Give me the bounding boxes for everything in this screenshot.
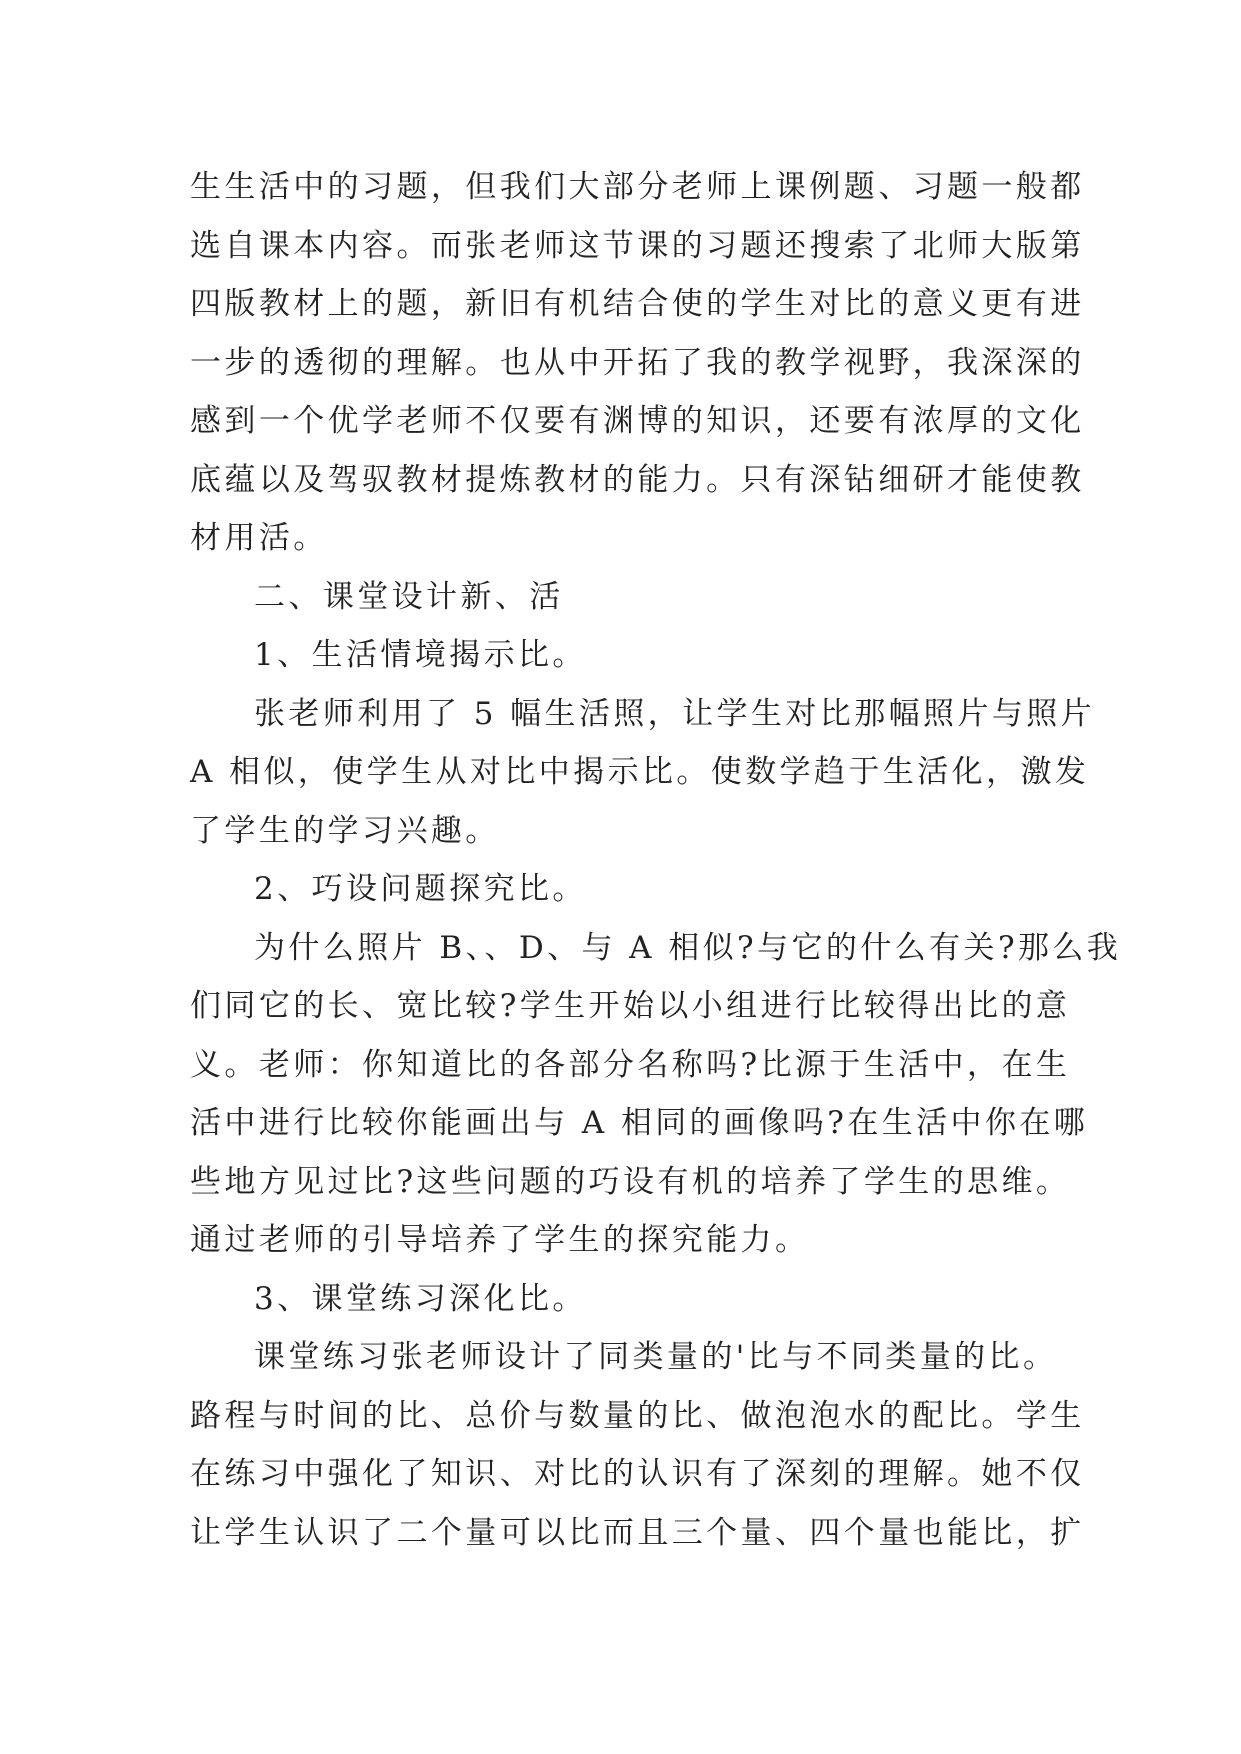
- text-line: 些地方见过比?这些问题的巧设有机的培养了学生的思维。: [190, 1163, 1071, 1200]
- text-line: 通过老师的引导培养了学生的探究能力。: [190, 1222, 810, 1258]
- paragraph-start-line: 为什么照片 B、、D、与 A 相似?与它的什么有关?那么我: [254, 929, 1122, 966]
- text-line: 生生活中的习题，但我们大部分老师上课例题、习题一般都: [190, 169, 1085, 205]
- paragraph-start-line: 张老师利用了 5 幅生活照，让学生对比那幅照片与照片: [254, 695, 1096, 732]
- subsection-heading: 2、巧设问题探究比。: [254, 871, 587, 907]
- document-body: [190, 158, 1122, 1562]
- text-line: 四版教材上的题，新旧有机结合使的学生对比的意义更有进: [190, 286, 1085, 322]
- paragraph-start-line: 课堂练习张老师设计了同类量的'比与不同类量的比。: [254, 1339, 1058, 1375]
- text-line: 在练习中强化了知识、对比的认识有了深刻的理解。她不仅: [190, 1456, 1085, 1492]
- text-line: 选自课本内容。而张老师这节课的习题还搜索了北师大版第: [190, 227, 1085, 264]
- section-heading: 二、课堂设计新、活: [254, 578, 564, 615]
- text-line: 路程与时间的比、总价与数量的比、做泡泡水的配比。学生: [190, 1397, 1085, 1434]
- subsection-heading: 3、课堂练习深化比。: [254, 1280, 587, 1317]
- text-line: 一步的透彻的理解。也从中开拓了我的教学视野，我深深的: [190, 344, 1085, 381]
- subsection-heading: 1、生活情境揭示比。: [254, 637, 587, 673]
- text-line: 感到一个优学老师不仅要有渊博的知识，还要有浓厚的文化: [190, 403, 1085, 439]
- text-line: 底蕴以及驾驭教材提炼教材的能力。只有深钻细研才能使教: [190, 461, 1085, 498]
- text-line: 让学生认识了二个量可以比而且三个量、四个量也能比，扩: [190, 1514, 1085, 1551]
- text-line: 活中进行比较你能画出与 A 相同的画像吗?在生活中你在哪: [190, 1105, 1089, 1141]
- text-line: A 相似，使学生从对比中揭示比。使数学趋于生活化，激发: [190, 754, 1090, 790]
- text-line: 材用活。: [190, 520, 328, 556]
- text-line: 了学生的学习兴趣。: [190, 812, 500, 849]
- text-line: 们同它的长、宽比较?学生开始以小组进行比较得出比的意: [190, 988, 1071, 1024]
- text-line: 义。老师：你知道比的各部分名称吗?比源于生活中，在生: [190, 1046, 1071, 1083]
